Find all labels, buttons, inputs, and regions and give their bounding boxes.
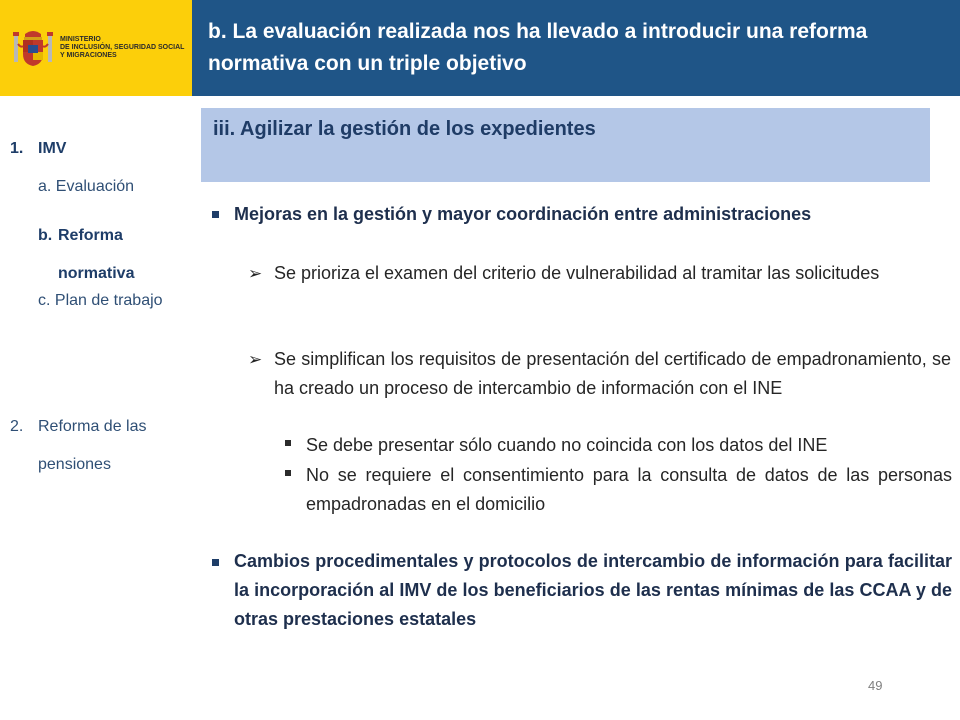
arrow-item-1: Se prioriza el examen del criterio de vulnerabilidad al tramitar las solicitudes — [274, 263, 880, 283]
sidebar-item-label: Reforma normativa — [58, 227, 135, 282]
sidebar-item-reforma-normativa[interactable] — [38, 217, 158, 293]
bullet-square-icon — [212, 559, 219, 566]
ministry-line-3: Y MIGRACIONES — [60, 52, 117, 59]
sidebar-item-plan-de-trabajo[interactable] — [38, 292, 163, 310]
section-title: iii. Agilizar la gestión de los expedientes — [213, 118, 596, 140]
ministry-name — [60, 36, 190, 60]
title-bar — [192, 0, 960, 96]
arrow-bullet-icon: ➢ — [248, 350, 263, 369]
sidebar-item-number: b. — [38, 227, 53, 244]
sub-item-1: Se debe presentar sólo cuando no coincida con los datos del INE — [306, 435, 828, 455]
slide-title: b. La evaluación realizada nos ha llevado a introducir una reforma normativa con un triple objetivo — [208, 20, 868, 75]
arrow-bullet-icon: ➢ — [248, 264, 263, 283]
bullet-main-1: Mejoras en la gestión y mayor coordinación entre administraciones — [234, 204, 812, 224]
sidebar-item-label: Evaluación — [55, 178, 135, 195]
section-heading-box — [201, 108, 930, 182]
sidebar-item-imv[interactable] — [10, 140, 66, 158]
bullet-square-icon — [212, 211, 219, 218]
sub-item-2: No se requiere el consentimiento para la consulta de datos de las personas empadronadas en el domicilio — [306, 465, 952, 514]
sidebar-item-number: c. — [38, 292, 51, 309]
sub-bullet-square-icon — [285, 470, 291, 476]
sidebar-item-number: 1. — [10, 140, 24, 157]
coat-of-arms-icon — [12, 28, 54, 68]
sidebar-item-evaluacion[interactable] — [38, 178, 134, 196]
arrow-item-2: Se simplifican los requisitos de presentación del certificado de empadronamiento, se ha creado un proceso de intercambio de información con el INE — [274, 349, 951, 398]
sidebar-item-reforma-pensiones[interactable] — [10, 408, 178, 484]
ministry-line-2: DE INCLUSIÓN, SEGURIDAD SOCIAL — [60, 44, 185, 51]
sidebar-item-number: 2. — [10, 418, 24, 435]
sub-bullet-square-icon — [285, 440, 291, 446]
page-number: 49 — [868, 678, 883, 693]
sidebar-item-label: IMV — [38, 140, 67, 157]
sidebar-nav — [0, 96, 192, 720]
ministry-line-1: MINISTERIO — [60, 36, 101, 43]
sidebar-item-label: Plan de trabajo — [54, 292, 163, 309]
bullet-main-2: Cambios procedimentales y protocolos de intercambio de información para facilitar la incorporación al IMV de los beneficiarios de las rentas mínimas de las CCAA y de otras prestaciones estatales — [234, 551, 952, 629]
ministry-logo-area — [0, 0, 192, 96]
sidebar-item-label: Reforma de las pensiones — [38, 418, 147, 473]
sidebar-item-number: a. — [38, 178, 52, 195]
